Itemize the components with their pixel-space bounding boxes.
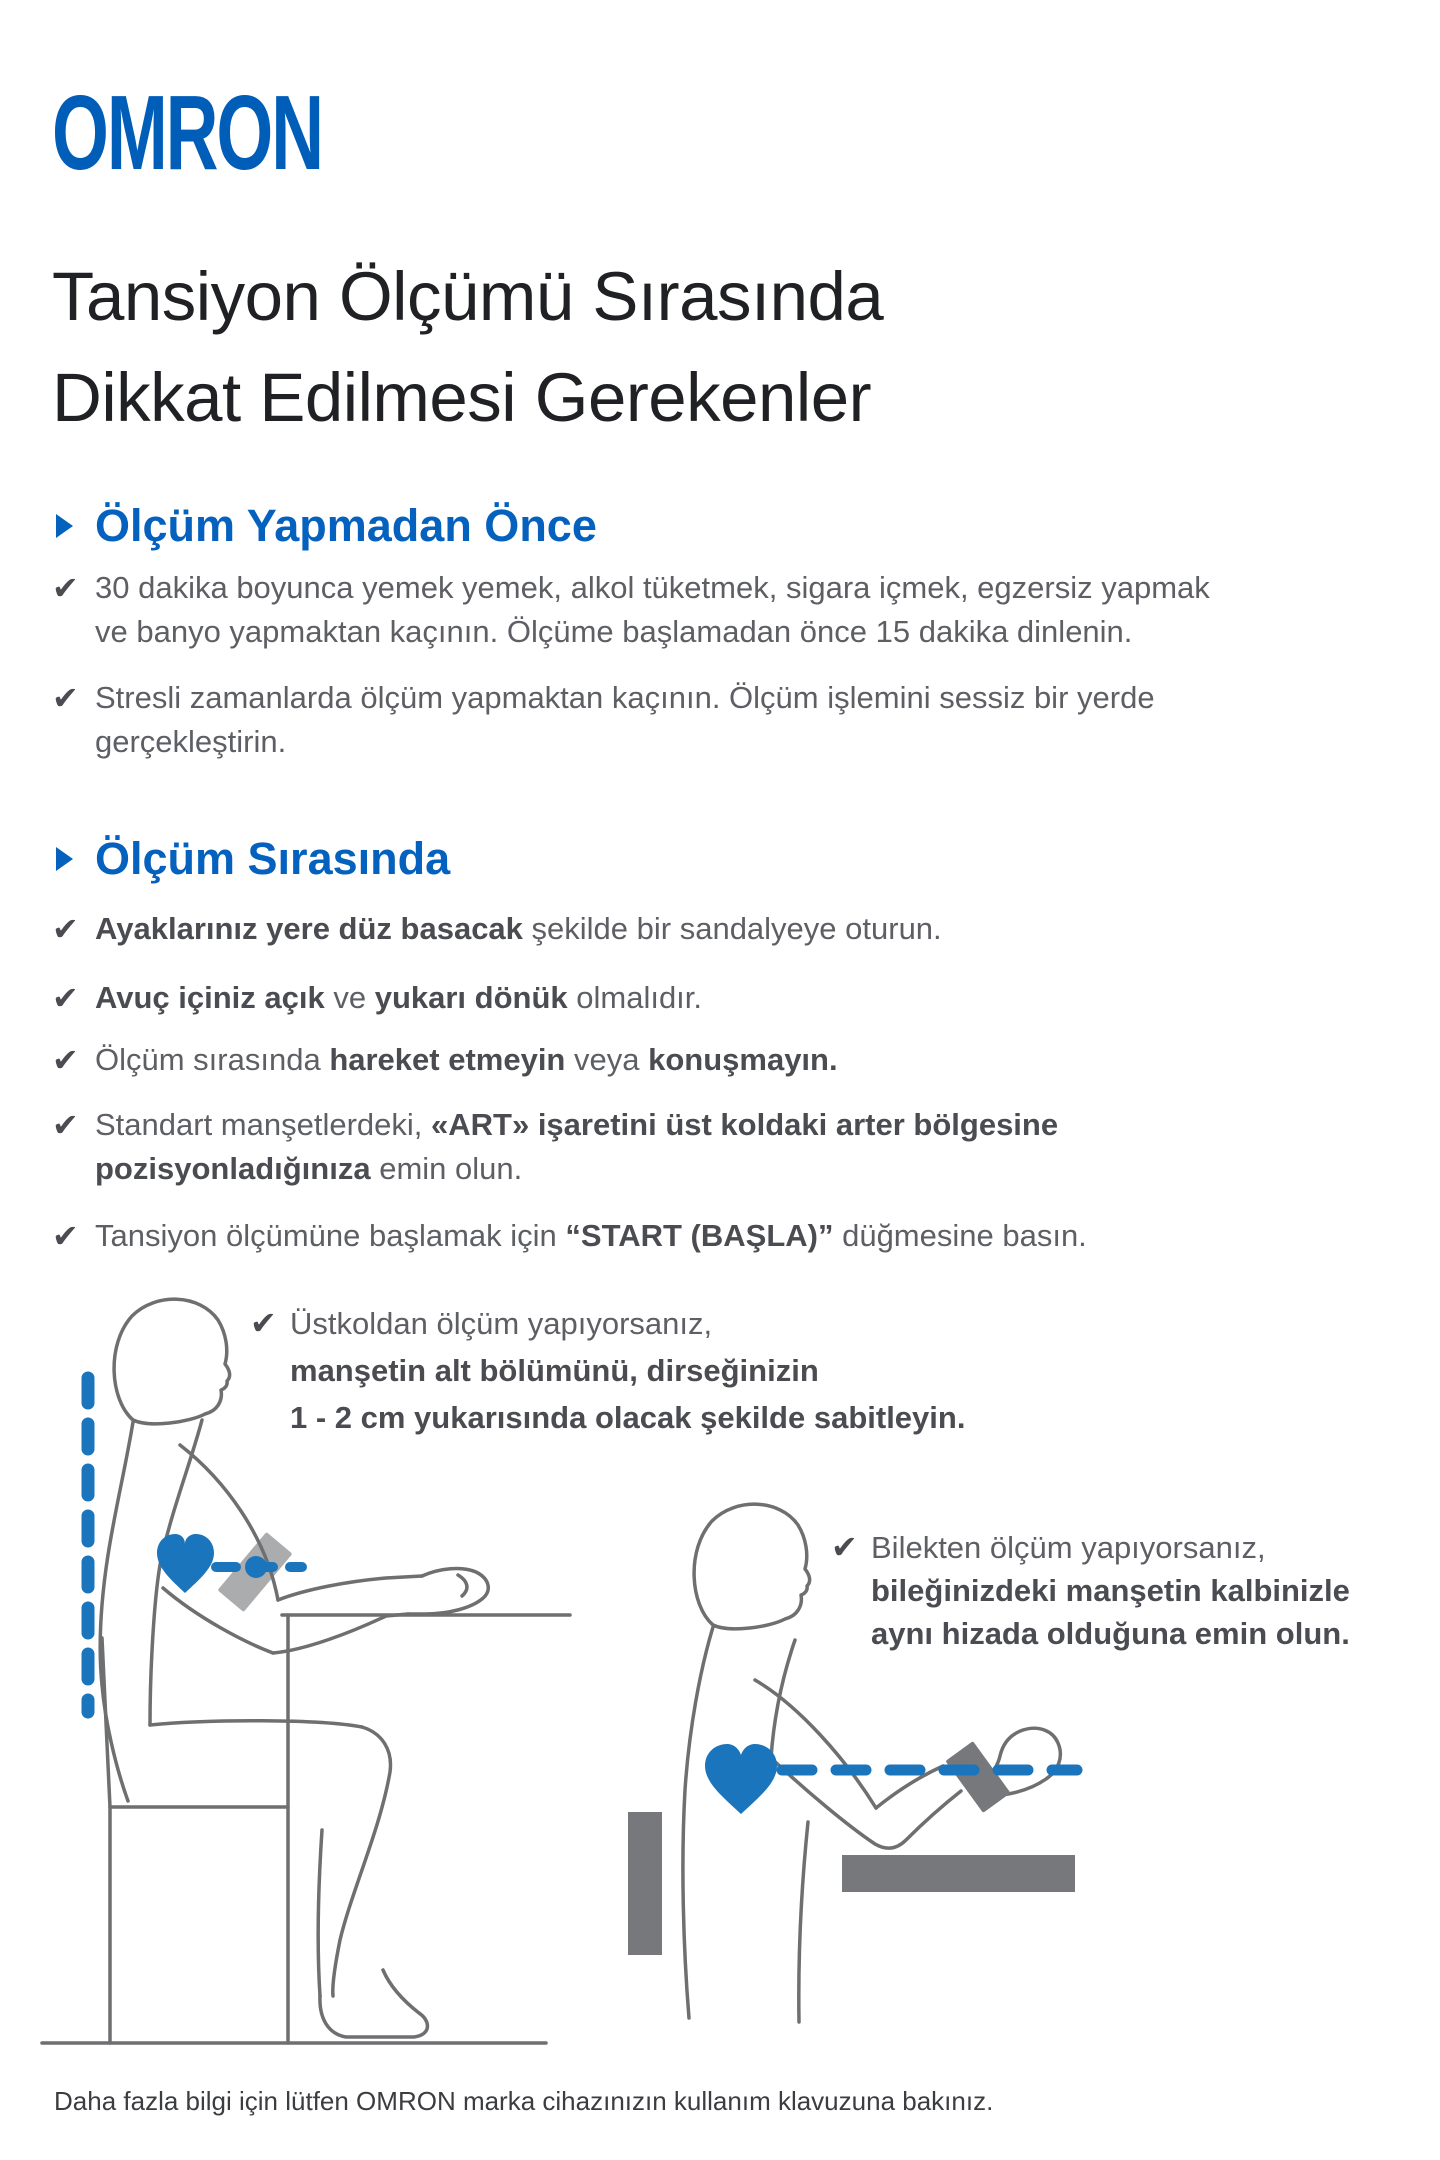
armrest-table-bar (842, 1855, 1075, 1892)
page-title (52, 246, 883, 448)
triangle-right-icon (56, 847, 73, 871)
omron-logo: OMRON (52, 74, 323, 192)
text-line (95, 566, 1210, 610)
text-line (95, 676, 1155, 720)
text-run: “START (BAŞLA)” (565, 1218, 834, 1253)
text-line (871, 1612, 1350, 1655)
bullet-item (52, 566, 1210, 654)
text-run: konuşmayın. (648, 1042, 838, 1077)
check-icon: ✔ (52, 911, 79, 947)
section-heading-before-measurement (56, 496, 597, 556)
back-outline (100, 1422, 133, 1801)
check-icon: ✔ (831, 1529, 858, 1565)
text-line (95, 720, 1155, 764)
callout-wrist (831, 1526, 1350, 1655)
text-run: «ART» işaretini üst koldaki arter bölgesine (431, 1107, 1059, 1142)
head-outline (694, 1504, 810, 1629)
bullet-item (52, 1103, 1058, 1191)
lap-outline (150, 1721, 362, 1727)
page-title-line1: Tansiyon Ölçümü Sırasında (52, 258, 884, 335)
chair-and-desk (42, 1615, 570, 2043)
text-line (290, 1394, 965, 1441)
head-outline (114, 1299, 230, 1424)
text-run: Bilekten ölçüm yapıyorsanız, (871, 1530, 1266, 1565)
bullet-item (52, 676, 1155, 764)
text-line (290, 1300, 965, 1347)
section-heading-during-measurement (56, 829, 450, 889)
section-heading-label: Ölçüm Sırasında (95, 833, 451, 884)
bullet-item (52, 907, 942, 951)
text-run: Avuç içiniz açık (95, 980, 325, 1015)
text-run: veya (565, 1042, 649, 1077)
text-run: pozisyonladığınıza (95, 1151, 371, 1186)
text-run: bileğinizdeki manşetin kalbinizle (871, 1573, 1350, 1608)
section-heading-label: Ölçüm Yapmadan Önce (95, 500, 597, 551)
callout-text (290, 1300, 965, 1441)
text-line (95, 976, 702, 1020)
text-run: olmalıdır. (567, 980, 703, 1015)
check-icon: ✔ (52, 1107, 79, 1143)
heart-icon (705, 1744, 777, 1814)
forearm-top-outline (278, 1576, 422, 1600)
text-line (95, 1214, 1087, 1258)
bullet-text (95, 976, 702, 1020)
text-line (95, 1147, 1058, 1191)
bullet-item (52, 1038, 838, 1082)
chair-back-bar (628, 1812, 662, 1955)
text-run: ve (324, 980, 375, 1015)
text-run: Stresli zamanlarda ölçüm yapmaktan kaçının. Ölçüm işlemini sessiz bir yerde (95, 680, 1155, 715)
bullet-text (95, 907, 942, 951)
calf-outline (318, 1830, 322, 1996)
bullet-item (52, 1214, 1087, 1258)
foot-outline (320, 1970, 428, 2037)
text-line (290, 1347, 965, 1394)
bullet-text (95, 566, 1210, 654)
text-line (95, 610, 1210, 654)
bullet-item (52, 976, 702, 1020)
forearm-bottom-outline (273, 1614, 408, 1653)
text-run: şekilde bir sandalyeye oturun. (522, 911, 942, 946)
text-run: Ölçüm sırasında (95, 1042, 330, 1077)
text-line (871, 1569, 1350, 1612)
bullet-text (95, 1103, 1058, 1191)
check-icon: ✔ (52, 1218, 79, 1254)
check-icon: ✔ (250, 1305, 277, 1341)
check-icon: ✔ (52, 980, 79, 1016)
text-run: ve banyo yapmaktan kaçının. Ölçüme başlamadan önce 15 dakika dinlenin. (95, 614, 1133, 649)
text-run: Standart manşetlerdeki, (95, 1107, 432, 1142)
text-run: Ayaklarınız yere düz basacak (95, 911, 523, 946)
callout-upper-arm (250, 1300, 965, 1441)
bullet-text (95, 676, 1155, 764)
torso-front-outline (799, 1822, 808, 2022)
text-line (95, 1103, 1058, 1147)
text-run: düğmesine basın. (833, 1218, 1087, 1253)
check-icon: ✔ (52, 680, 79, 716)
bullet-text (95, 1038, 838, 1082)
thumb-outline (458, 1575, 467, 1596)
back-outline (683, 1627, 713, 2018)
text-line (871, 1526, 1350, 1569)
text-run: yukarı dönük (374, 980, 568, 1015)
page-title-line2: Dikkat Edilmesi Gerekenler (52, 359, 872, 436)
underarm-outline (163, 1588, 273, 1653)
text-run: Tansiyon ölçümüne başlamak için (95, 1218, 566, 1253)
text-run: manşetin alt bölümünü, dirseğinizin (290, 1353, 819, 1388)
triangle-right-icon (56, 514, 73, 538)
text-run: 30 dakika boyunca yemek yemek, alkol tüketmek, sigara içmek, egzersiz yapmak (95, 570, 1210, 605)
footer-note: Daha fazla bilgi için lütfen OMRON marka cihazınızın kullanım klavuzuna bakınız. (54, 2086, 994, 2116)
text-run: emin olun. (370, 1151, 523, 1186)
check-icon: ✔ (52, 570, 79, 606)
check-icon: ✔ (52, 1042, 79, 1078)
text-run: Üstkoldan ölçüm yapıyorsanız, (290, 1306, 713, 1341)
bullet-text (95, 1214, 1087, 1258)
text-run: gerçekleştirin. (95, 724, 287, 759)
callout-text (871, 1526, 1350, 1655)
heart-icon (157, 1534, 214, 1593)
knee-shin-outline (333, 1727, 391, 1996)
text-run: 1 - 2 cm yukarısında olacak şekilde sabitleyin. (290, 1400, 966, 1435)
text-line (95, 907, 942, 951)
text-run: hareket etmeyin (329, 1042, 566, 1077)
cuff-center-dot (245, 1556, 267, 1578)
text-line (95, 1038, 838, 1082)
text-run: aynı hizada olduğuna emin olun. (871, 1616, 1350, 1651)
